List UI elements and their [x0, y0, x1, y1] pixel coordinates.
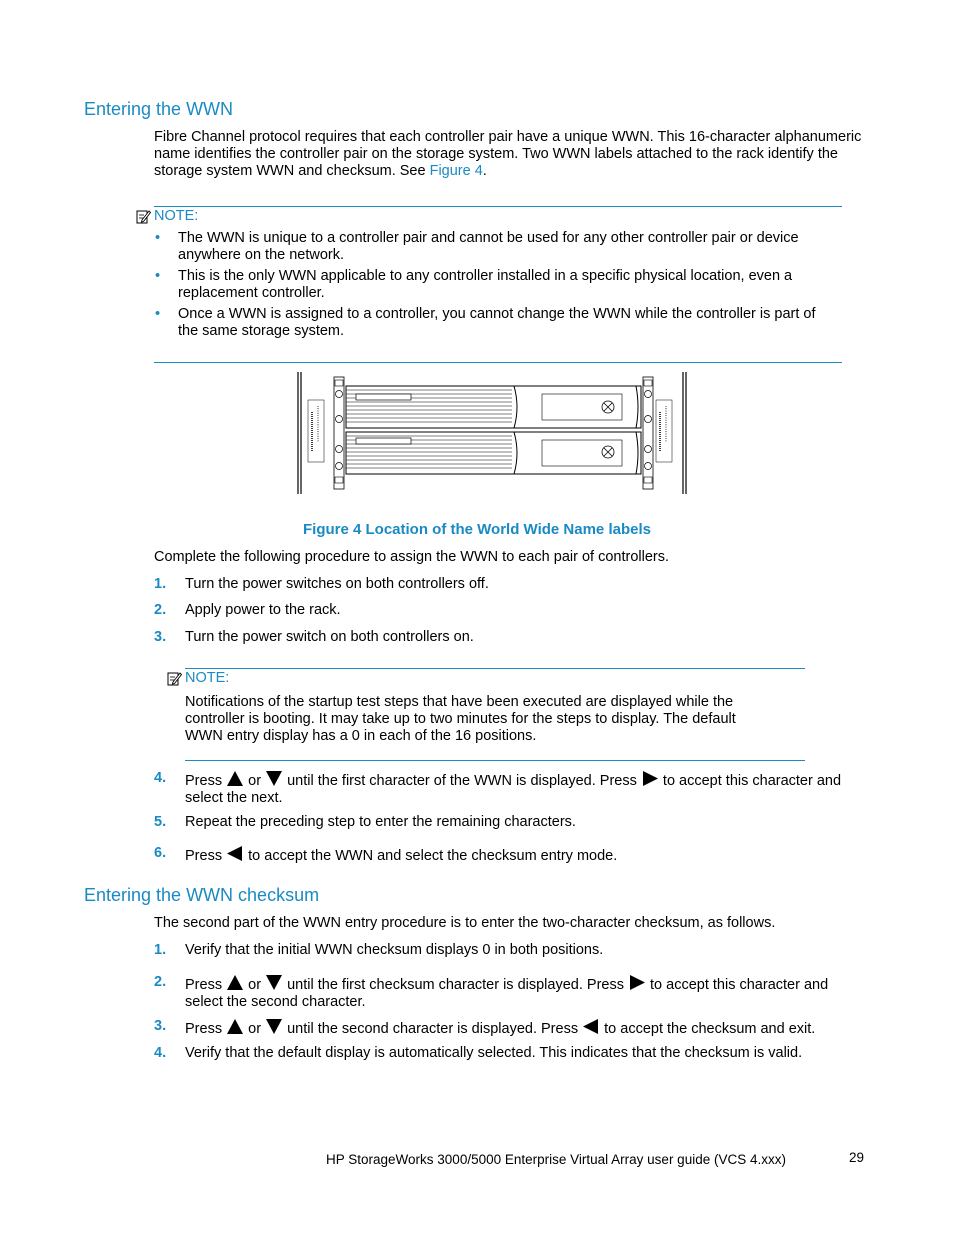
- left-arrow-icon: [582, 1018, 600, 1035]
- section-heading-entering-wwn: Entering the WWN: [84, 99, 234, 119]
- note-label: NOTE:: [185, 670, 230, 686]
- note-top-rule: [154, 206, 842, 207]
- step-text-part: until the second character is displayed. Press: [287, 1021, 579, 1037]
- note-pencil-icon: [136, 209, 151, 224]
- step-text-part: Press: [185, 1021, 223, 1037]
- step-text: Apply power to the rack.: [185, 602, 341, 618]
- step-number: 3.: [154, 1018, 167, 1034]
- step-number: 2.: [154, 974, 167, 990]
- step-text-part: to accept the checksum and exit.: [604, 1021, 816, 1037]
- step-text-part: or: [248, 1021, 262, 1037]
- note-label: NOTE:: [154, 208, 199, 224]
- section-heading-entering-wwn-checksum: Entering the WWN checksum: [84, 885, 320, 905]
- footer-document-title: HP StorageWorks 3000/5000 Enterprise Virtual Array user guide (VCS 4.xxx): [326, 1152, 786, 1167]
- step-text-part: until the first character of the WWN is displayed. Press: [287, 773, 637, 789]
- down-arrow-icon: [265, 974, 283, 991]
- up-arrow-icon: [226, 974, 244, 991]
- note-pencil-icon: [167, 671, 182, 686]
- note-bottom-rule: [185, 760, 805, 761]
- step-text-part: until the first checksum character is displayed. Press: [287, 977, 624, 993]
- bullet-dot: •: [155, 306, 161, 322]
- step-text-part: Press: [185, 848, 223, 864]
- intro-paragraph: [154, 129, 866, 180]
- figure-4-link[interactable]: Figure 4: [429, 163, 483, 179]
- step-number: 1.: [154, 576, 167, 592]
- note-bullet-text: This is the only WWN applicable to any controller installed in a specific physical location, even a replacement controller.: [178, 268, 793, 301]
- step-text: Verify that the initial WWN checksum displays 0 in both positions.: [185, 942, 604, 958]
- step-text: Turn the power switch on both controllers on.: [185, 629, 474, 645]
- note-heading: [167, 670, 229, 687]
- down-arrow-icon: [265, 1018, 283, 1035]
- step-text: [185, 1018, 865, 1038]
- step-number: 5.: [154, 814, 167, 830]
- step-number: 6.: [154, 845, 167, 861]
- step-text: [185, 974, 865, 1011]
- up-arrow-icon: [226, 770, 244, 787]
- checksum-step: [154, 974, 866, 1010]
- procedure-intro: Complete the following procedure to assign the WWN to each pair of controllers.: [154, 549, 669, 565]
- procedure-step: [154, 770, 866, 806]
- step-text: Repeat the preceding step to enter the remaining characters.: [185, 814, 576, 830]
- step-text-part: Press: [185, 773, 223, 789]
- right-arrow-icon: [628, 974, 646, 991]
- note-bottom-rule: [154, 362, 842, 363]
- bullet-dot: •: [155, 268, 161, 284]
- step-text: [185, 770, 865, 807]
- note-top-rule: [185, 668, 805, 669]
- intro-text: Fibre Channel protocol requires that each controller pair have a unique WWN. This 16-character alphanumeric name identifies the controller pair on the storage system. Two WWN labels attached to the rack identify the storage system WWN and checksum. See: [154, 129, 862, 179]
- note-heading: [136, 208, 198, 225]
- step-number: 4.: [154, 1045, 167, 1061]
- step-number: 4.: [154, 770, 167, 786]
- note-bullet-item: [155, 230, 830, 264]
- note-bullet-list: [155, 230, 830, 344]
- left-arrow-icon: [226, 845, 244, 862]
- step-text-part: to accept this character and select the second character.: [185, 977, 829, 1010]
- note-bullet-text: The WWN is unique to a controller pair and cannot be used for any other controller pair or device anywhere on the network.: [178, 230, 799, 263]
- step-number: 1.: [154, 942, 167, 958]
- note-bullet-item: [155, 306, 830, 340]
- step-text: [185, 845, 865, 865]
- step-text: Turn the power switches on both controllers off.: [185, 576, 489, 592]
- bullet-dot: •: [155, 230, 161, 246]
- step-number: 3.: [154, 629, 167, 645]
- rack-wwn-label-figure: [296, 372, 688, 494]
- step-text-part: Press: [185, 977, 223, 993]
- step-number: 2.: [154, 602, 167, 618]
- checksum-intro: The second part of the WWN entry procedure is to enter the two-character checksum, as follows.: [154, 915, 776, 931]
- step-text-part: to accept this character and select the next.: [185, 773, 842, 806]
- footer-page-number: 29: [849, 1150, 865, 1165]
- step-text-part: or: [248, 977, 262, 993]
- intro-text-end: .: [482, 163, 487, 179]
- note-text: Notifications of the startup test steps that have been executed are displayed while the controller is booting. It may take up to two minutes for the steps to display. The default WWN entry display has a 0 in each of the 16 positions.: [185, 694, 736, 744]
- figure-caption: Figure 4 Location of the World Wide Name labels: [303, 521, 651, 538]
- down-arrow-icon: [265, 770, 283, 787]
- step-text-part: to accept the WWN and select the checksum entry mode.: [248, 848, 618, 864]
- step-text-part: or: [248, 773, 262, 789]
- note-bullet-text: Once a WWN is assigned to a controller, you cannot change the WWN while the controller is part of the same storage system.: [178, 306, 816, 339]
- right-arrow-icon: [641, 770, 659, 787]
- up-arrow-icon: [226, 1018, 244, 1035]
- note-bullet-item: [155, 268, 830, 302]
- step-text: Verify that the default display is automatically selected. This indicates that the checksum is valid.: [185, 1045, 803, 1061]
